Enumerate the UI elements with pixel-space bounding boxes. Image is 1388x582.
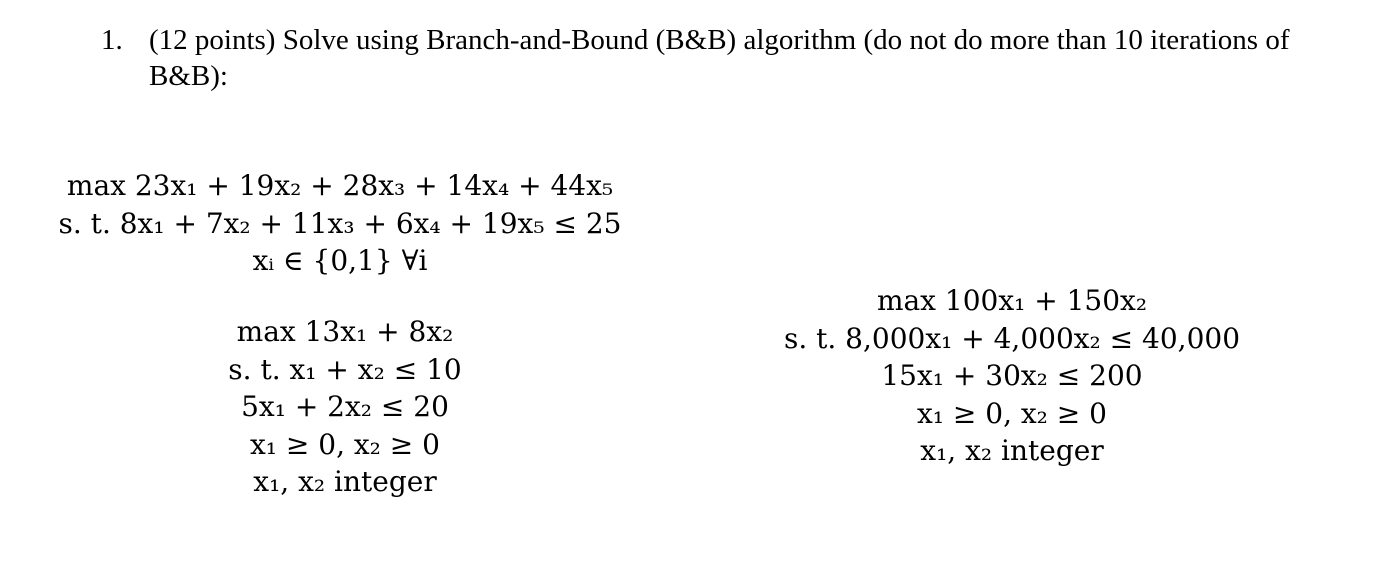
problem-3-objective: max 100x₁ + 150x₂ (876, 284, 1148, 317)
problem-1-constraint: s. t. 8x₁ + 7x₂ + 11x₃ + 6x₄ + 19x₅ ≤ 25 (58, 206, 622, 240)
problem-3-nonnegativity: x₁ ≥ 0, x₂ ≥ 0 (917, 396, 1107, 430)
problem-3 (762, 282, 1262, 470)
question-number: 1. (101, 24, 123, 56)
problem-2-constraint-1: s. t. x₁ + x₂ ≤ 10 (228, 352, 462, 386)
problem-1-knapsack (40, 167, 640, 280)
problem-3-constraint-1: s. t. 8,000x₁ + 4,000x₂ ≤ 40,000 (783, 321, 1241, 355)
problem-2-integrality: x₁, x₂ integer (253, 465, 437, 498)
problem-2 (195, 313, 495, 501)
problem-3-constraint-2: 15x₁ + 30x₂ ≤ 200 (881, 359, 1143, 392)
problem-2-nonnegativity: x₁ ≥ 0, x₂ ≥ 0 (250, 427, 440, 461)
problem-3-integrality: x₁, x₂ integer (920, 434, 1104, 467)
question-text: (12 points) Solve using Branch-and-Bound (B&B) algorithm (do not do more than 10 iterations of B&B): (149, 24, 1290, 92)
problem-1-objective: max 23x₁ + 19x₂ + 28x₃ + 14x₄ + 44x₅ (66, 169, 614, 202)
problem-1-domain: xᵢ ∈ {0,1} ∀i (252, 244, 428, 277)
problem-2-constraint-2: 5x₁ + 2x₂ ≤ 20 (241, 390, 449, 423)
problem-2-objective: max 13x₁ + 8x₂ (236, 315, 454, 348)
